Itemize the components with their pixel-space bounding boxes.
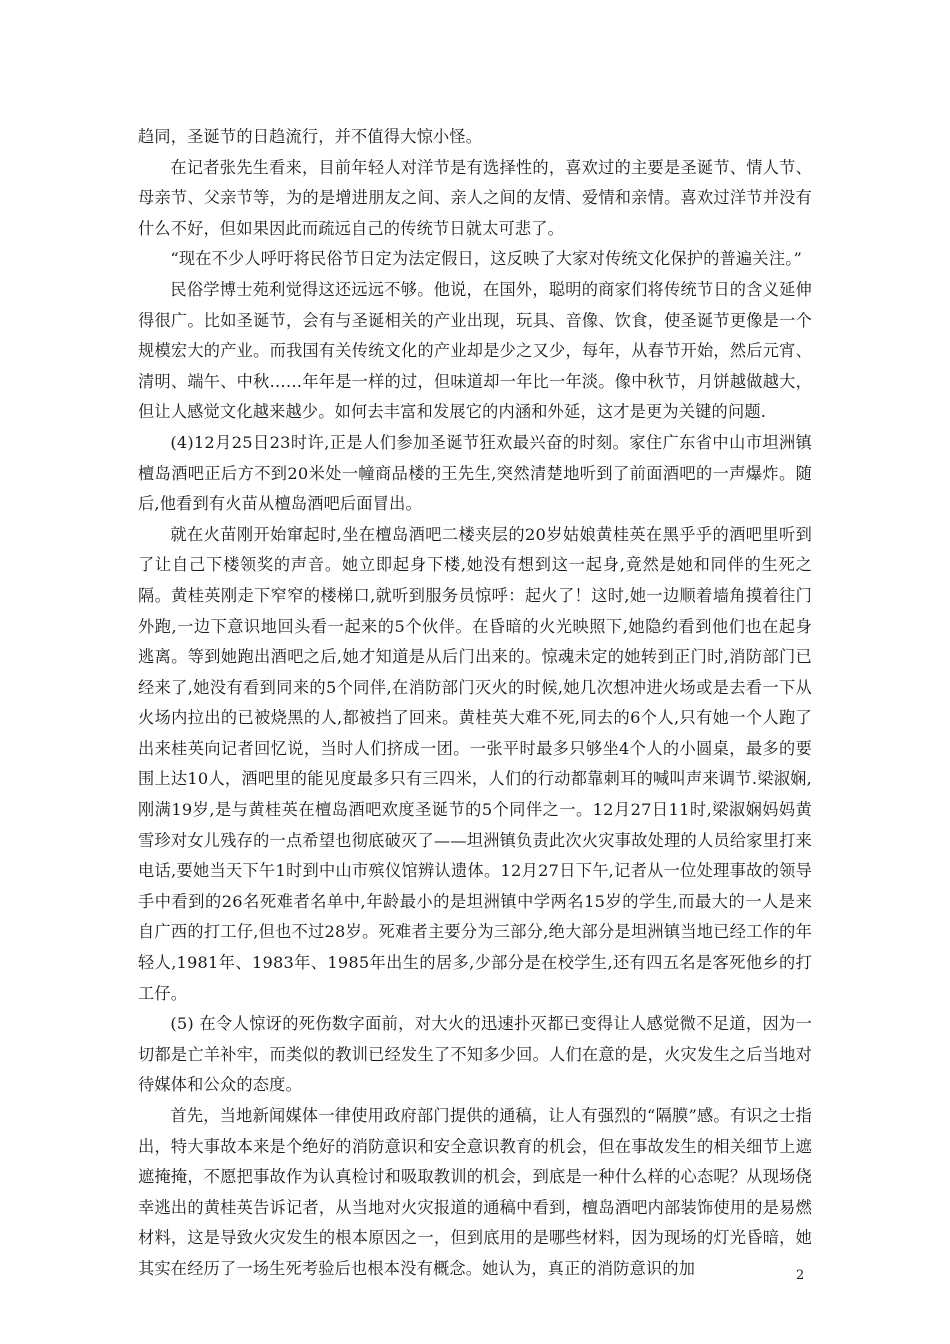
paragraph-5: (4)12月25日23时许,正是人们参加圣诞节狂欢最兴奋的时刻。家住广东省中山市坦洲镇檀岛酒吧正后方不到20米处一幢商品楼的王先生,突然清楚地听到了前面酒吧的一声爆炸。随后,他看到有火苗从檀岛酒吧后面冒出。 — [138, 432, 812, 514]
page-number: 2 — [796, 1268, 805, 1283]
paragraph-3: “现在不少人呼吁将民俗节日定为法定假日，这反映了大家对传统文化保护的普遍关注。” — [170, 249, 802, 269]
paragraph-6: 就在火苗刚开始窜起时,坐在檀岛酒吧二楼夹层的20岁姑娘黄桂英在黑乎乎的酒吧里听到了让自己下楼领奖的声音。她立即起身下楼,她没有想到这一起身,竟然是她和同伴的生死之隔。黄桂英刚走下窄窄的楼梯口,就听到服务员惊呼：起火了！这时,她一边顺着墙角摸着往门外跑,一边下意识地回头看一起来的5个伙伴。在昏暗的火光映照下,她隐约看到他们也在起身逃离。等到她跑出酒吧之后,她才知道是从后门出来的。惊魂未定的她转到正门时,消防部门已经来了,她没有看到同来的5个同伴,在消防部门灭火的时候,她几次想冲进火场或是去看一下从火场内拉出的已被烧黑的人,都被挡了回来。黄桂英大难不死,同去的6个人,只有她一个人跑了出来桂英向记者回忆说，当时人们挤成一团。一张平时最多只够坐4个人的小圆桌，最多的要围上达10人，酒吧里的能见度最多只有三四米，人们的行动都靠刺耳的喊叫声来调节.梁淑娴,刚满19岁,是与黄桂英在檀岛酒吧欢度圣诞节的5个同伴之一。12月27日11时,梁淑娴妈妈黄雪珍对女儿残存的一点希望也彻底破灭了——坦洲镇负责此次火灾事故处理的人员给家里打来电话,要她当天下午1时到中山市殡仪馆辨认遗体。12月27日下午,记者从一位处理事故的领导手中看到的26名死难者名单中,年龄最小的是坦洲镇中学两名15岁的学生,而最大的一人是来自广西的打工仔,但也不过28岁。死难者主要分为三部分,绝大部分是坦洲镇当地已经工作的年轻人,1981年、1983年、1985年出生的居多,少部分是在校学生,还有四五名是客死他乡的打工仔。 — [138, 524, 812, 1003]
document-body — [138, 122, 812, 1285]
paragraph-4: 民俗学博士苑利觉得这还远远不够。他说，在国外，聪明的商家们将传统节日的含义延伸得很广。比如圣诞节，会有与圣诞相关的产业出现，玩具、音像、饮食，使圣诞节更像是一个规模宏大的产业。而我国有关传统文化的产业却是少之又少，每年，从春节开始，然后元宵、清明、端午、中秋……年年是一样的过，但味道却一年比一年淡。像中秋节，月饼越做越大，但让人感觉文化越来越少。如何去丰富和发展它的内涵和外延，这才是更为关键的问题. — [138, 279, 812, 422]
paragraph-7: (5) 在令人惊讶的死伤数字面前，对大火的迅速扑灭都已变得让人感觉微不足道，因为一切都是亡羊补牢，而类似的教训已经发生了不知多少回。人们在意的是，火灾发生之后当地对待媒体和公众的态度。 — [138, 1014, 812, 1095]
paragraph-1: 趋同，圣诞节的日趋流行，并不值得大惊小怪。 — [138, 127, 483, 146]
paragraph-2: 在记者张先生看来，目前年轻人对洋节是有选择性的，喜欢过的主要是圣诞节、情人节、母亲节、父亲节等，为的是增进朋友之间、亲人之间的友情、爱情和亲情。喜欢过洋节并没有什么不好，但如果因此而疏远自己的传统节日就太可悲了。 — [138, 157, 812, 238]
paragraph-8: 首先，当地新闻媒体一律使用政府部门提供的通稿，让人有强烈的“隔膜”感。有识之士指出，特大事故本来是个绝好的消防意识和安全意识教育的机会，但在事故发生的相关细节上遮遮掩掩，不愿把事故作为认真检讨和吸取教训的机会，到底是一种什么样的心态呢？从现场侥幸逃出的黄桂英告诉记者，从当地对火灾报道的通稿中看到，檀岛酒吧内部装饰使用的是易燃材料，这是导致火灾发生的根本原因之一，但到底用的是哪些材料，因为现场的灯光昏暗，她其实在经历了一场生死考验后也根本没有概念。她认为，真正的消防意识的加 — [138, 1106, 812, 1278]
